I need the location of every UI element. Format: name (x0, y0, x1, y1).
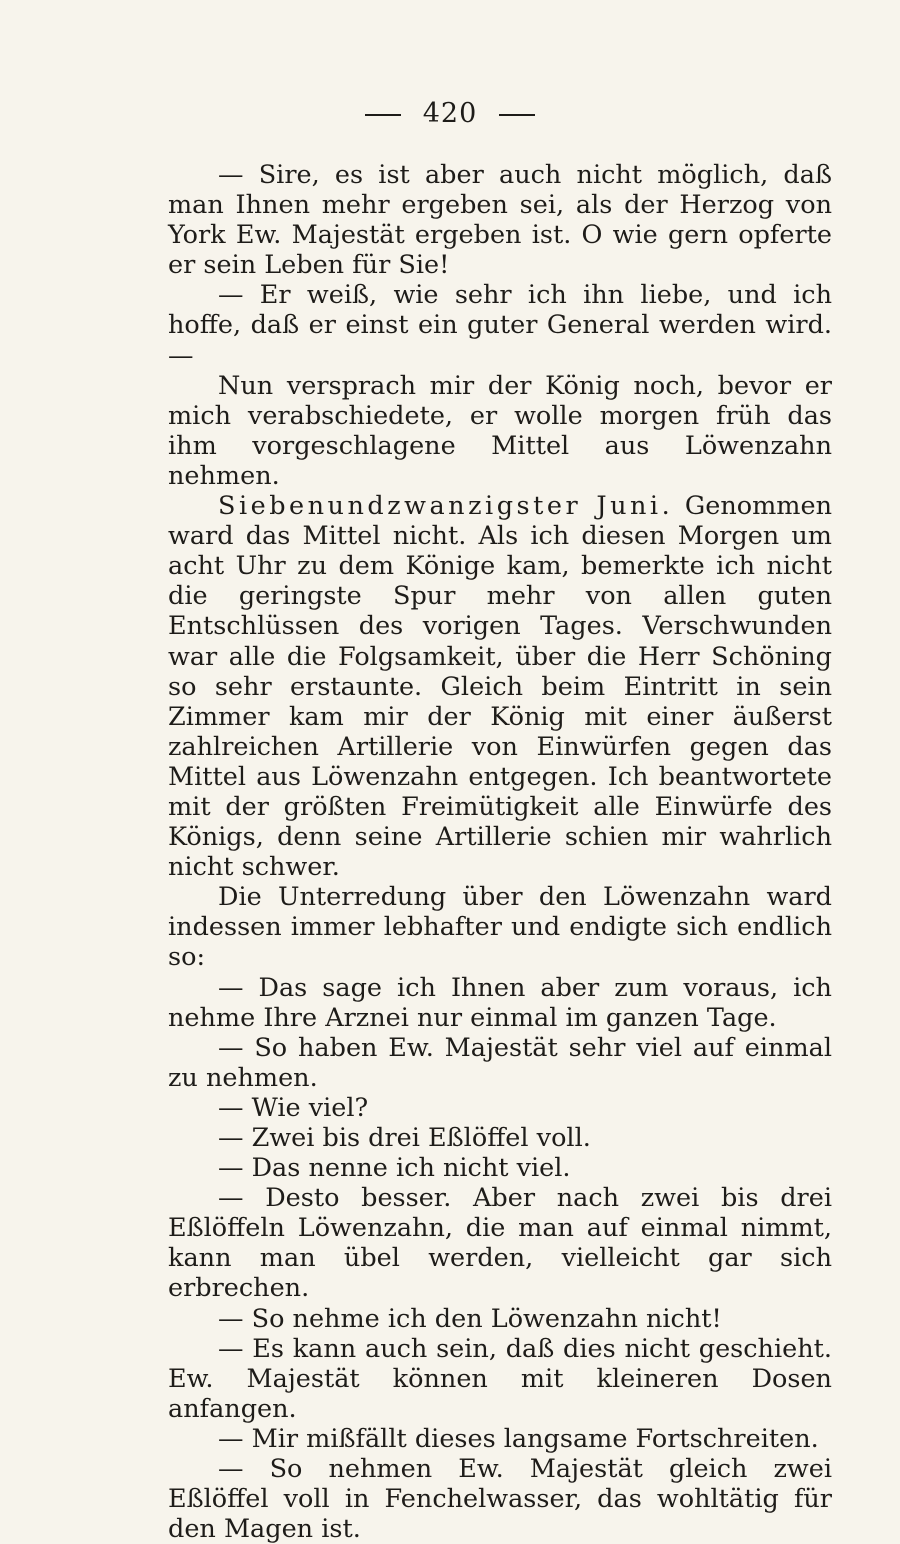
body-text (168, 160, 832, 1544)
paragraph: Die Unterredung über den Löwenzahn ward indessen immer lebhafter und endigte sich endlich so: (168, 882, 832, 973)
paragraph: — Zwei bis drei Eßlöffel voll. (218, 1123, 591, 1153)
page-number: 420 (422, 98, 478, 129)
paragraph: — Das nenne ich nicht viel. (218, 1153, 571, 1184)
paragraph-dated (168, 491, 832, 882)
date-heading: Siebenundzwanzigster Juni. (218, 491, 674, 522)
paragraph: — Desto besser. Aber nach zwei bis drei Eßlöffeln Löwenzahn, die man auf einmal nimmt, kann man übel werden, vielleicht gar sich erbrechen. (168, 1183, 832, 1304)
paragraph: — So nehmen Ew. Majestät gleich zwei Eßlöffel voll in Fenchelwasser, das wohltätig für den Magen ist. (168, 1454, 832, 1544)
paragraph: — Er weiß, wie sehr ich ihn liebe, und ich hoffe, daß er einst ein guter General werden wird. — (168, 280, 832, 371)
paragraph: — So haben Ew. Majestät sehr viel auf einmal zu nehmen. (168, 1032, 832, 1093)
paragraph: — So nehme ich den Löwenzahn nicht! (218, 1303, 722, 1334)
page-number-header (0, 98, 900, 129)
paragraph-text: Genommen ward das Mittel nicht. Als ich diesen Morgen um acht Uhr zu dem Könige kam, bemerkte ich nicht die geringste Spur mehr von allen guten Entschlüssen des vorigen Tages. Verschwunden war alle die Folgsamkeit, über die Herr Schöning so sehr erstaunte. Gleich beim Eintritt in sein Zimmer kam mir der König mit einer äußerst zahlreichen Artillerie von Einwürfen gegen das Mittel aus Löwenzahn entgegen. Ich beantwortete mit der größten Freimütigkeit alle Einwürfe des Königs, denn seine Artillerie schien mir wahrlich nicht schwer. (168, 491, 833, 883)
left-dash (365, 114, 401, 116)
paragraph: — Es kann auch sein, daß dies nicht geschieht. Ew. Majestät können mit kleineren Dosen anfangen. (168, 1333, 832, 1424)
paragraph: — Wie viel? (218, 1092, 369, 1123)
paragraph: Nun versprach mir der König noch, bevor er mich verabschiedete, er wolle morgen früh das ihm vorgeschlagene Mittel aus Löwenzahn nehmen. (168, 370, 832, 491)
paragraph: — Sire, es ist aber auch nicht möglich, daß man Ihnen mehr ergeben sei, als der Herzog von York Ew. Majestät ergeben ist. O wie gern opferte er sein Leben für Sie! (168, 160, 832, 281)
right-dash (499, 114, 535, 116)
paragraph: — Das sage ich Ihnen aber zum voraus, ich nehme Ihre Arznei nur einmal im ganzen Tage. (168, 972, 832, 1033)
paragraph: — Mir mißfällt dieses langsame Fortschreiten. (218, 1423, 819, 1454)
